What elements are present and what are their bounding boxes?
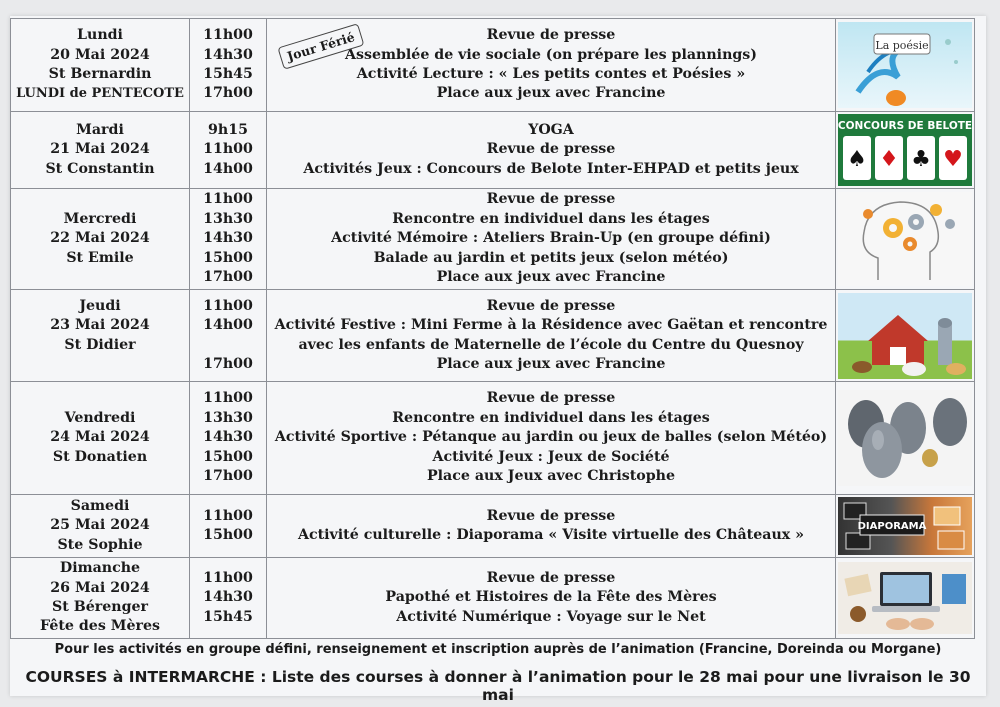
day-date: 21 Mai 2024 — [50, 141, 150, 158]
activities-cell — [267, 112, 836, 189]
day-cell — [11, 189, 190, 290]
activity: Revue de presse — [486, 390, 616, 407]
day-date: 24 Mai 2024 — [50, 429, 150, 446]
time: 17h00 — [203, 269, 253, 286]
activity: Rencontre en individuel dans les étages — [392, 210, 710, 227]
activity: Place aux jeux avec Francine — [436, 269, 666, 286]
day-date: 22 Mai 2024 — [50, 230, 150, 247]
activity: Papothé et Histoires de la Fête des Mères — [385, 589, 717, 606]
belote-image — [838, 114, 972, 186]
time: 14h00 — [203, 317, 253, 334]
time: 11h00 — [203, 191, 253, 208]
activities-cell — [267, 495, 836, 558]
activity: Assemblée de vie sociale (on prépare les plannings) — [344, 46, 758, 63]
activities-cell — [267, 19, 836, 112]
image-cell — [836, 558, 975, 639]
times-cell — [190, 495, 267, 558]
courses-notice: COURSES à INTERMARCHE : Liste des courses à donner à l’animation pour le 28 mai pour une livraison le 30 mai — [25, 668, 971, 704]
activity: YOGA — [528, 121, 574, 138]
time: 11h00 — [203, 569, 253, 586]
time: 11h00 — [203, 507, 253, 524]
activity: Activité Sportive : Pétanque au jardin ou jeux de balles (selon Météo) — [274, 429, 828, 446]
time: 15h45 — [203, 608, 253, 625]
jour-ferie-badge: Jour Férié — [277, 23, 364, 70]
activities-cell — [267, 290, 836, 382]
weekly-planning-table — [10, 18, 975, 639]
image-cell — [836, 189, 975, 290]
time: 15h45 — [203, 66, 253, 82]
brain-gears-image — [838, 192, 972, 286]
activity: Activité Numérique : Voyage sur le Net — [396, 608, 706, 625]
day-row-vendredi — [11, 382, 975, 495]
activity: Place aux jeux avec Francine — [436, 355, 666, 372]
activity: Place aux jeux avec Francine — [436, 85, 666, 102]
day-name: Mardi — [76, 121, 124, 138]
day-row-mardi — [11, 112, 975, 189]
times-cell — [190, 112, 267, 189]
activities-cell — [267, 189, 836, 290]
day-cell — [11, 290, 190, 382]
image-cell — [836, 19, 975, 112]
day-saint: St Didier — [64, 336, 136, 353]
day-note: Fête des Mères — [40, 618, 160, 635]
svg-text:La poésie: La poésie — [875, 39, 929, 52]
day-row-mercredi — [11, 189, 975, 290]
times-cell — [190, 290, 267, 382]
activity: Revue de presse — [486, 27, 616, 44]
times-cell — [190, 558, 267, 639]
petanque-balls-image — [838, 390, 972, 486]
time: 11h00 — [203, 27, 253, 44]
activity: Activité culturelle : Diaporama « Visite virtuelle des Châteaux » — [297, 527, 805, 543]
activity: Activités Jeux : Concours de Belote Inter-EHPAD et petits jeux — [303, 160, 799, 177]
activity: Revue de presse — [486, 569, 616, 586]
activity: Activité Jeux : Jeux de Société — [432, 448, 670, 465]
time: 11h00 — [203, 297, 253, 314]
day-saint: St Emile — [66, 249, 134, 266]
activity: Activité Mémoire : Ateliers Brain-Up (en groupe défini) — [331, 230, 771, 247]
day-cell — [11, 558, 190, 639]
time: 13h30 — [203, 409, 253, 426]
time: 15h00 — [203, 527, 253, 543]
svg-text:♣: ♣ — [911, 147, 931, 172]
time: 9h15 — [208, 121, 248, 138]
time: 17h00 — [203, 468, 253, 485]
svg-text:♥: ♥ — [943, 147, 963, 172]
activity: Place aux Jeux avec Christophe — [427, 468, 675, 485]
day-name: Samedi — [70, 497, 130, 514]
day-row-lundi — [11, 19, 975, 112]
time: 14h00 — [203, 160, 253, 177]
times-cell — [190, 382, 267, 495]
time: 14h30 — [203, 46, 253, 63]
activity: Revue de presse — [486, 297, 616, 314]
svg-text:CONCOURS DE BELOTE: CONCOURS DE BELOTE — [838, 120, 972, 132]
day-name: Mercredi — [63, 210, 137, 227]
time: 14h30 — [203, 429, 253, 446]
activities-cell — [267, 382, 836, 495]
activity: Rencontre en individuel dans les étages — [392, 409, 710, 426]
time: 17h00 — [203, 355, 253, 372]
day-cell — [11, 382, 190, 495]
time: 15h00 — [203, 249, 253, 266]
footer-note: Pour les activités en groupe défini, renseignement et inscription auprès de l’animation (Francine, Doreinda ou Morgane) — [54, 642, 942, 657]
day-saint: Ste Sophie — [57, 536, 143, 553]
day-date: 23 Mai 2024 — [50, 317, 150, 334]
laptop-image — [838, 562, 972, 634]
time: 14h30 — [203, 230, 253, 247]
image-cell — [836, 290, 975, 382]
day-name: Jeudi — [79, 297, 121, 314]
times-cell — [190, 19, 267, 112]
day-row-jeudi — [11, 290, 975, 382]
svg-text:DIAPORAMA: DIAPORAMA — [857, 521, 927, 532]
activity: Revue de presse — [486, 191, 616, 208]
time: 15h00 — [203, 448, 253, 465]
activity: Revue de presse — [486, 141, 616, 158]
day-name: Dimanche — [59, 560, 141, 577]
day-saint: St Donatien — [52, 448, 148, 465]
svg-text:♦: ♦ — [879, 147, 899, 172]
times-cell — [190, 189, 267, 290]
image-cell — [836, 112, 975, 189]
time: 11h00 — [203, 141, 253, 158]
day-saint: St Bérenger — [52, 599, 148, 615]
poetry-image — [838, 22, 972, 108]
time: 13h30 — [203, 210, 253, 227]
day-note: LUNDI de PENTECOTE — [16, 86, 184, 102]
day-saint: St Bernardin — [48, 66, 152, 82]
day-saint: St Constantin — [45, 160, 155, 177]
day-name: Lundi — [77, 27, 123, 44]
activity: avec les enfants de Maternelle de l’école du Centre du Quesnoy — [298, 336, 804, 353]
image-cell — [836, 495, 975, 558]
day-name: Vendredi — [64, 409, 136, 426]
svg-text:♠: ♠ — [847, 147, 867, 172]
day-row-samedi — [11, 495, 975, 558]
day-cell — [11, 495, 190, 558]
farm-image — [838, 293, 972, 379]
day-cell — [11, 19, 190, 112]
time: 11h00 — [203, 390, 253, 407]
activity: Revue de presse — [486, 507, 616, 524]
time: 14h30 — [203, 589, 253, 606]
time — [190, 336, 266, 355]
day-row-dimanche — [11, 558, 975, 639]
activities-cell — [267, 558, 836, 639]
day-date: 20 Mai 2024 — [50, 46, 150, 63]
diaporama-image — [838, 497, 972, 555]
time: 17h00 — [203, 85, 253, 102]
day-date: 25 Mai 2024 — [50, 517, 150, 534]
planning-sheet — [10, 16, 986, 704]
image-cell — [836, 382, 975, 495]
activity: Activité Festive : Mini Ferme à la Résidence avec Gaëtan et rencontre — [274, 317, 828, 334]
activity: Activité Lecture : « Les petits contes et Poésies » — [356, 66, 746, 82]
activity: Balade au jardin et petits jeux (selon météo) — [373, 249, 729, 266]
day-date: 26 Mai 2024 — [50, 579, 150, 596]
day-cell — [11, 112, 190, 189]
